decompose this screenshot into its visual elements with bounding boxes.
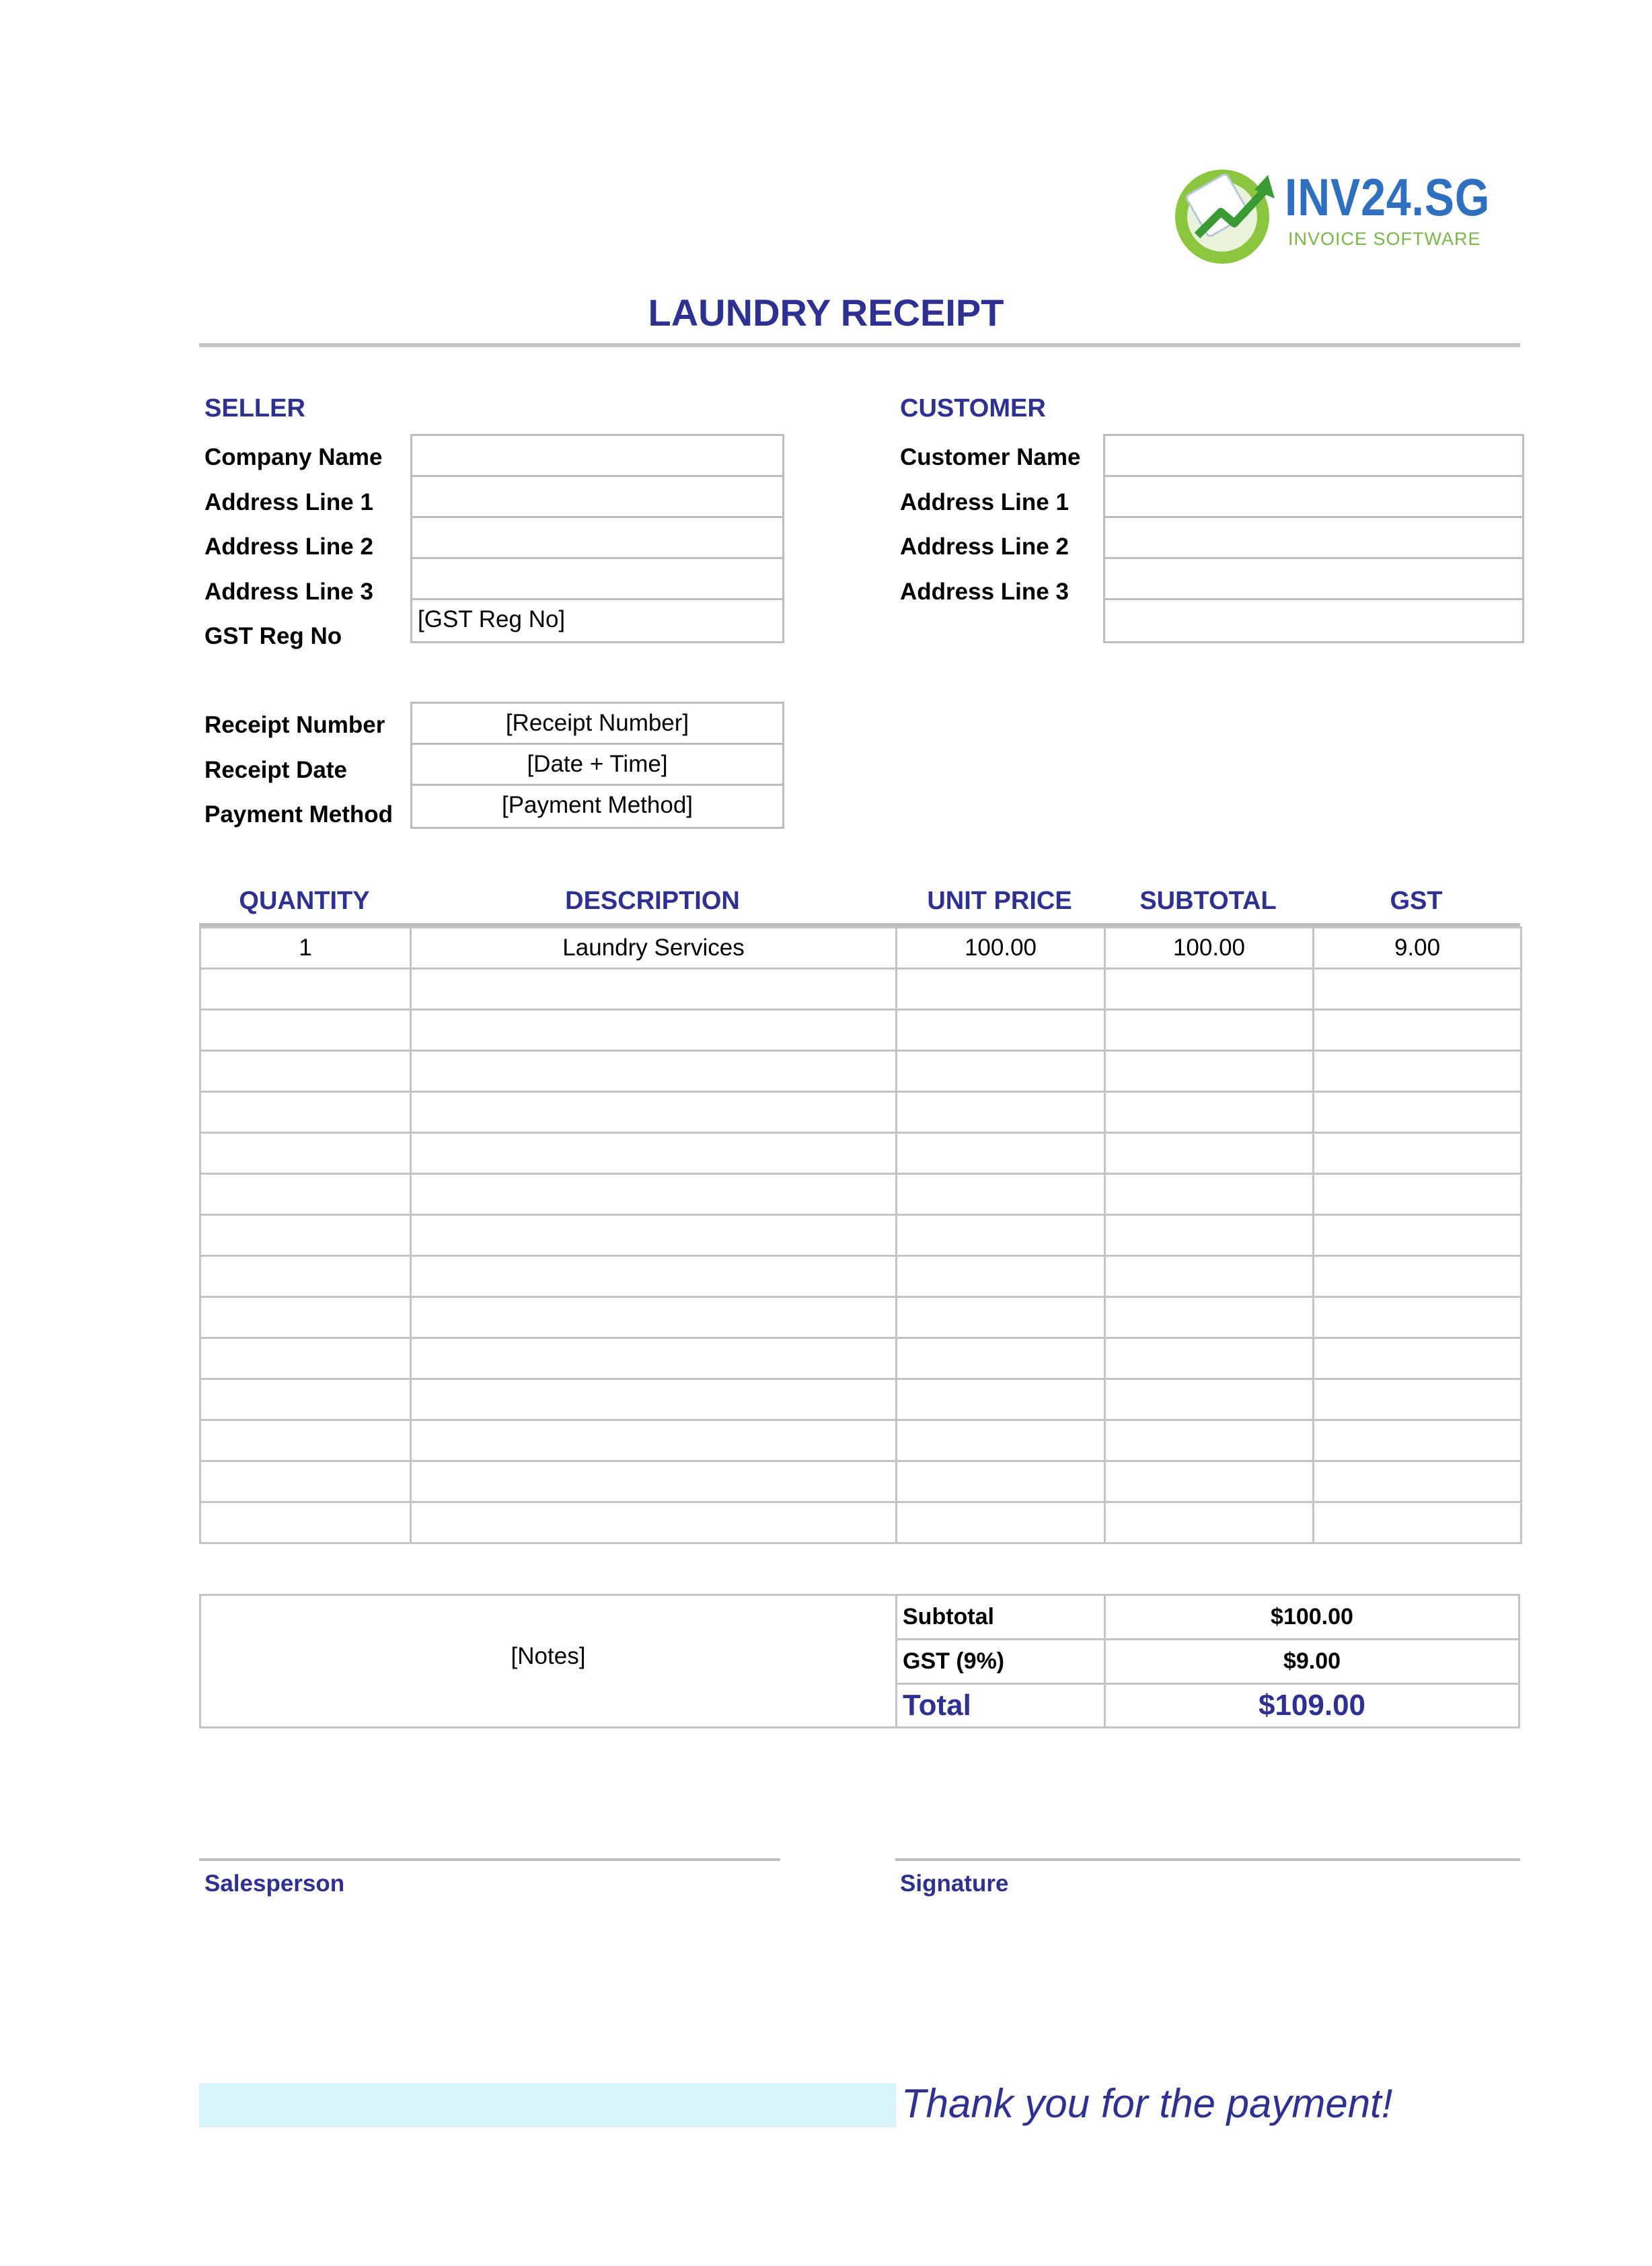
- customer-label-address2: Address Line 2: [900, 534, 1069, 560]
- cell-description[interactable]: [411, 1502, 897, 1543]
- cell-description[interactable]: [411, 1215, 897, 1256]
- total-value: $109.00: [1258, 1689, 1366, 1722]
- customer-label-name: Customer Name: [900, 444, 1081, 470]
- cell-unit-price[interactable]: [897, 1420, 1105, 1461]
- signature-line[interactable]: [895, 1858, 1520, 1861]
- payment-method-label: Payment Method: [204, 801, 393, 828]
- cell-gst[interactable]: [1314, 1133, 1522, 1174]
- payment-method-field[interactable]: [Payment Method]: [501, 792, 693, 818]
- cell-subtotal[interactable]: [1105, 1051, 1314, 1092]
- receipt-number-field[interactable]: [Receipt Number]: [412, 704, 782, 745]
- cell-unit-price[interactable]: [897, 1297, 1105, 1338]
- cell-description[interactable]: [411, 1256, 897, 1297]
- thanks-highlight-bar: [199, 2083, 896, 2127]
- subtotal-value-cell: [1104, 1594, 1520, 1640]
- table-row: [200, 1338, 1522, 1379]
- total-value-cell: [1104, 1683, 1520, 1728]
- thank-you-message: Thank you for the payment!: [901, 2081, 1393, 2126]
- logo-brand-text: INV24.SG: [1285, 168, 1491, 227]
- cell-subtotal[interactable]: [1105, 1256, 1314, 1297]
- header-description: DESCRIPTION: [565, 887, 740, 915]
- seller-address2-field[interactable]: [412, 518, 782, 559]
- logo-tagline: INVOICE SOFTWARE: [1288, 229, 1481, 249]
- cell-description[interactable]: [411, 969, 897, 1010]
- cell-quantity[interactable]: [200, 1174, 411, 1215]
- cell-subtotal[interactable]: [1105, 1461, 1314, 1502]
- cell-subtotal[interactable]: 100.00: [1105, 928, 1314, 969]
- cell-subtotal[interactable]: [1105, 1133, 1314, 1174]
- receipt-date-label: Receipt Date: [204, 757, 348, 783]
- cell-description[interactable]: [411, 1338, 897, 1379]
- signature-label: Signature: [900, 1870, 1009, 1897]
- cell-description[interactable]: [411, 1379, 897, 1420]
- cell-gst[interactable]: [1314, 1010, 1522, 1051]
- cell-unit-price[interactable]: [897, 1010, 1105, 1051]
- company-logo: [1174, 161, 1497, 269]
- notes-box[interactable]: [199, 1594, 897, 1728]
- cell-unit-price[interactable]: [897, 969, 1105, 1010]
- customer-fields: [1103, 434, 1524, 643]
- cell-description[interactable]: [411, 1010, 897, 1051]
- cell-subtotal[interactable]: [1105, 1215, 1314, 1256]
- cell-subtotal[interactable]: [1105, 969, 1314, 1010]
- customer-heading: CUSTOMER: [900, 394, 1046, 423]
- cell-subtotal[interactable]: [1105, 1420, 1314, 1461]
- seller-address1-field[interactable]: [412, 477, 782, 518]
- cell-quantity[interactable]: [200, 1215, 411, 1256]
- cell-description[interactable]: [411, 1420, 897, 1461]
- cell-description[interactable]: [411, 1174, 897, 1215]
- cell-description[interactable]: Laundry Services: [411, 928, 897, 969]
- table-row: [200, 1051, 1522, 1092]
- seller-label-company: Company Name: [204, 444, 383, 470]
- cell-gst[interactable]: [1314, 1256, 1522, 1297]
- gst-value: $9.00: [1283, 1648, 1341, 1674]
- cell-quantity[interactable]: [200, 969, 411, 1010]
- table-row: [200, 1010, 1522, 1051]
- cell-gst[interactable]: [1314, 1420, 1522, 1461]
- cell-unit-price[interactable]: 100.00: [897, 928, 1105, 969]
- cell-description[interactable]: [411, 1133, 897, 1174]
- seller-heading: SELLER: [204, 394, 305, 423]
- seller-label-address3: Address Line 3: [204, 579, 373, 605]
- cell-gst[interactable]: [1314, 1215, 1522, 1256]
- cell-gst[interactable]: 9.00: [1314, 928, 1522, 969]
- table-row: [200, 1133, 1522, 1174]
- receipt-date-field[interactable]: [Date + Time]: [412, 745, 782, 786]
- customer-address1-field[interactable]: [1105, 477, 1522, 518]
- cell-quantity[interactable]: [200, 1461, 411, 1502]
- table-row: [200, 1092, 1522, 1133]
- title-divider: [199, 343, 1520, 347]
- seller-label-gst: GST Reg No: [204, 623, 342, 649]
- header-subtotal: SUBTOTAL: [1139, 887, 1277, 915]
- seller-company-field[interactable]: [412, 436, 782, 477]
- receipt-number-label: Receipt Number: [204, 712, 385, 738]
- cell-gst[interactable]: [1314, 1338, 1522, 1379]
- subtotal-value: $100.00: [1271, 1604, 1353, 1630]
- subtotal-label: Subtotal: [903, 1604, 994, 1630]
- cell-subtotal[interactable]: [1105, 1297, 1314, 1338]
- cell-unit-price[interactable]: [897, 1133, 1105, 1174]
- seller-label-address2: Address Line 2: [204, 534, 373, 560]
- cell-quantity[interactable]: [200, 1297, 411, 1338]
- cell-subtotal[interactable]: [1105, 1010, 1314, 1051]
- cell-gst[interactable]: [1314, 1502, 1522, 1543]
- seller-label-address1: Address Line 1: [204, 489, 373, 515]
- cell-subtotal[interactable]: [1105, 1502, 1314, 1543]
- cell-quantity[interactable]: [200, 1420, 411, 1461]
- gst-label-cell: [895, 1638, 1106, 1685]
- cell-description[interactable]: [411, 1092, 897, 1133]
- salesperson-label: Salesperson: [204, 1870, 345, 1897]
- total-label-cell: [895, 1683, 1106, 1728]
- totals-section: [199, 1594, 1520, 1728]
- items-table: [199, 923, 1520, 1544]
- seller-fields: [410, 434, 784, 643]
- cell-quantity[interactable]: [200, 1051, 411, 1092]
- cell-subtotal[interactable]: [1105, 1379, 1314, 1420]
- cell-unit-price[interactable]: [897, 1215, 1105, 1256]
- cell-quantity[interactable]: [200, 1338, 411, 1379]
- customer-extra-field[interactable]: [1105, 600, 1522, 641]
- cell-quantity[interactable]: [200, 1010, 411, 1051]
- cell-unit-price[interactable]: [897, 1092, 1105, 1133]
- cell-quantity[interactable]: [200, 1256, 411, 1297]
- total-label: Total: [903, 1689, 971, 1722]
- customer-address3-field[interactable]: [1105, 559, 1522, 600]
- cell-unit-price[interactable]: [897, 1338, 1105, 1379]
- cell-unit-price[interactable]: [897, 1502, 1105, 1543]
- cell-description[interactable]: [411, 1461, 897, 1502]
- items-grid: [199, 926, 1522, 1544]
- customer-name-field[interactable]: [1105, 436, 1522, 477]
- receipt-fields: [410, 702, 784, 829]
- table-row: [200, 1297, 1522, 1338]
- seller-gst-field[interactable]: [GST Reg No]: [418, 606, 566, 632]
- cell-quantity[interactable]: [200, 1502, 411, 1543]
- cell-gst[interactable]: [1314, 1461, 1522, 1502]
- cell-gst[interactable]: [1314, 1297, 1522, 1338]
- cell-quantity[interactable]: [200, 1133, 411, 1174]
- cell-subtotal[interactable]: [1105, 1174, 1314, 1215]
- table-row: [200, 1174, 1522, 1215]
- gst-value-cell: [1104, 1638, 1520, 1685]
- cell-unit-price[interactable]: [897, 1051, 1105, 1092]
- cell-gst[interactable]: [1314, 969, 1522, 1010]
- customer-address2-field[interactable]: [1105, 518, 1522, 559]
- seller-address3-field[interactable]: [412, 559, 782, 600]
- cell-subtotal[interactable]: [1105, 1338, 1314, 1379]
- cell-gst[interactable]: [1314, 1092, 1522, 1133]
- table-row: [200, 1420, 1522, 1461]
- table-row: [200, 1461, 1522, 1502]
- cell-gst[interactable]: [1314, 1379, 1522, 1420]
- salesperson-line[interactable]: [199, 1858, 780, 1861]
- cell-description[interactable]: [411, 1297, 897, 1338]
- cell-subtotal[interactable]: [1105, 1092, 1314, 1133]
- logo-icon: [1174, 161, 1281, 269]
- cell-gst[interactable]: [1314, 1051, 1522, 1092]
- table-row: [200, 1256, 1522, 1297]
- cell-unit-price[interactable]: [897, 1461, 1105, 1502]
- page-title: LAUNDRY RECEIPT: [648, 291, 1004, 334]
- cell-quantity[interactable]: [200, 1092, 411, 1133]
- cell-description[interactable]: [411, 1051, 897, 1092]
- cell-unit-price[interactable]: [897, 1174, 1105, 1215]
- cell-unit-price[interactable]: [897, 1256, 1105, 1297]
- subtotal-label-cell: [895, 1594, 1106, 1640]
- cell-unit-price[interactable]: [897, 1379, 1105, 1420]
- cell-gst[interactable]: [1314, 1174, 1522, 1215]
- table-row: [200, 928, 1522, 969]
- notes-text: [Notes]: [511, 1643, 586, 1669]
- table-row: [200, 969, 1522, 1010]
- cell-quantity[interactable]: 1: [200, 928, 411, 969]
- customer-label-address1: Address Line 1: [900, 489, 1069, 515]
- table-row: [200, 1502, 1522, 1543]
- header-quantity: QUANTITY: [239, 887, 370, 915]
- gst-label: GST (9%): [903, 1648, 1005, 1674]
- header-gst: GST: [1390, 887, 1443, 915]
- cell-quantity[interactable]: [200, 1379, 411, 1420]
- customer-label-address3: Address Line 3: [900, 579, 1069, 605]
- header-unit-price: UNIT PRICE: [927, 887, 1072, 915]
- table-row: [200, 1379, 1522, 1420]
- table-row: [200, 1215, 1522, 1256]
